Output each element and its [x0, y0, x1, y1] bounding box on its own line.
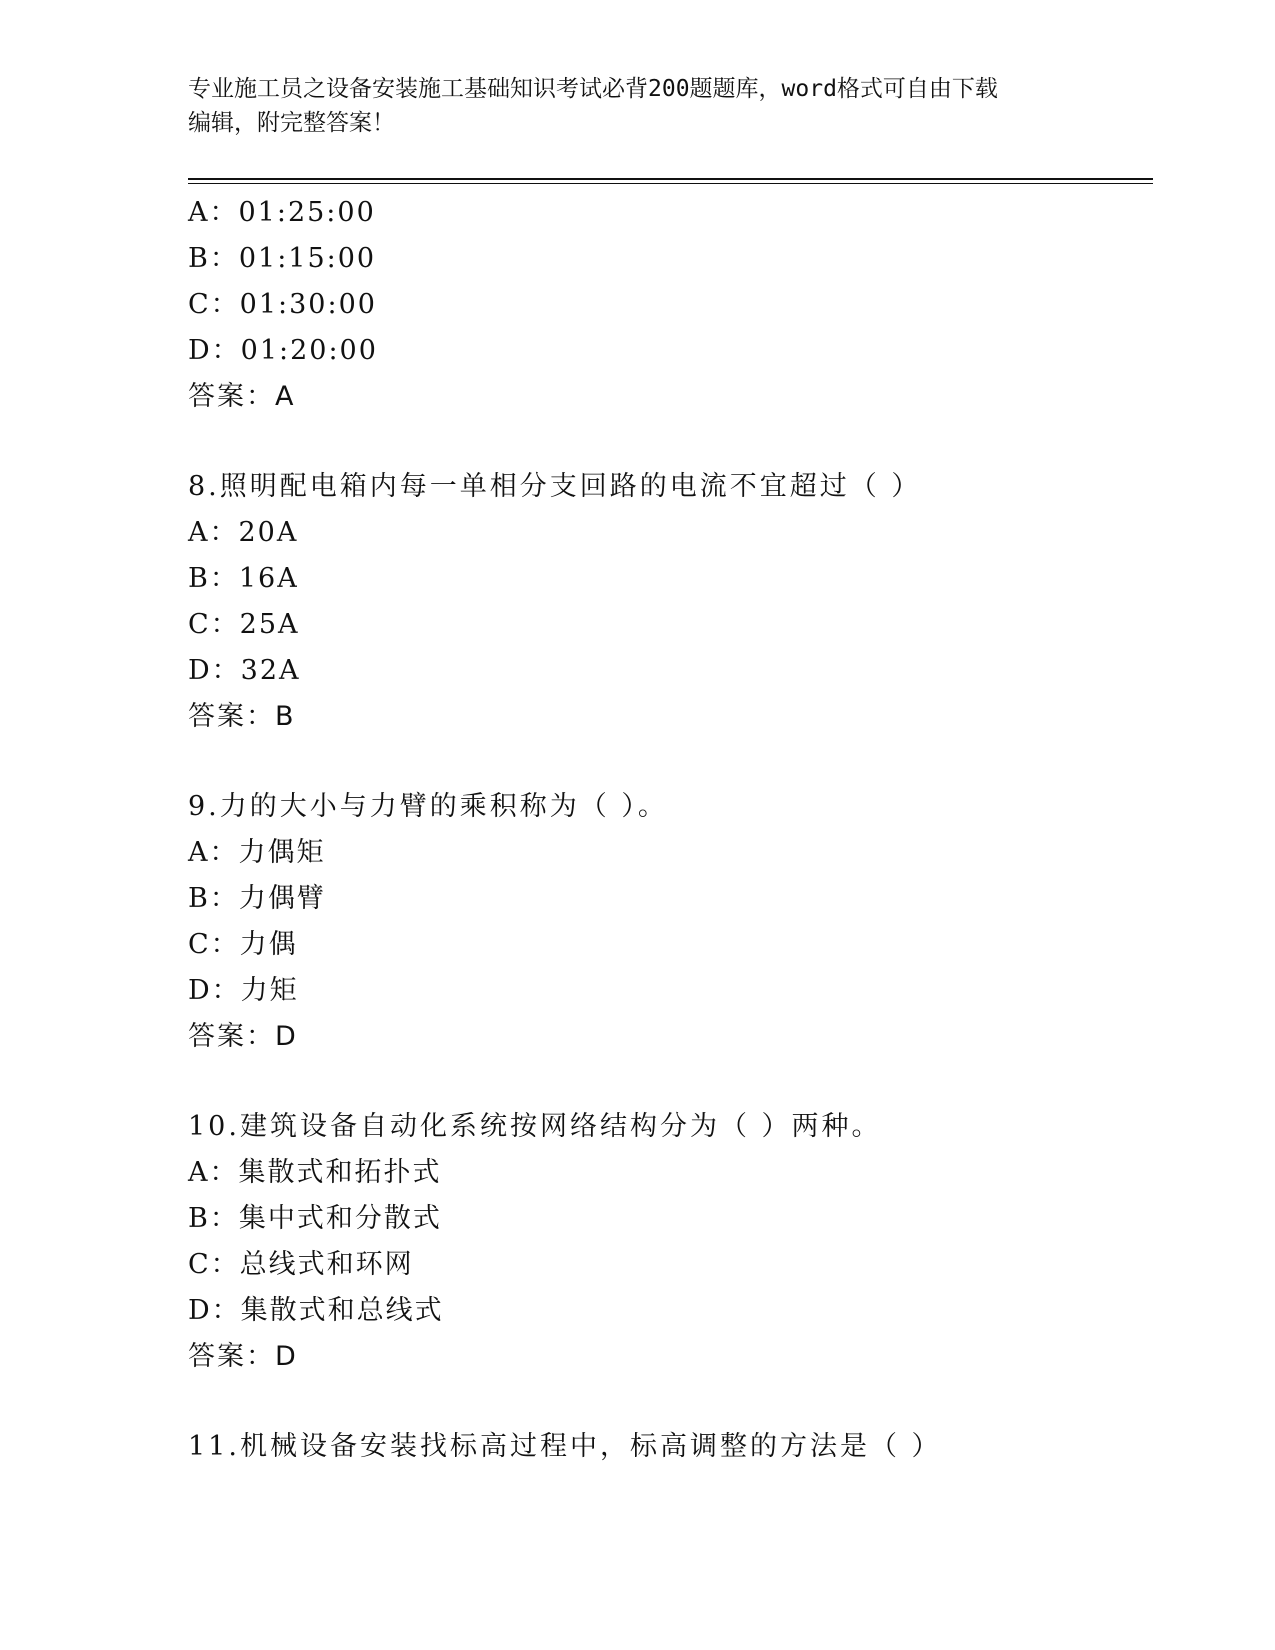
header-divider-thin	[188, 183, 1153, 184]
question-title: 10.建筑设备自动化系统按网络结构分为（ ）两种。	[188, 1111, 882, 1142]
option-a: A：20A	[188, 517, 299, 548]
question-block-11	[188, 1424, 1148, 1470]
option-d: D：01:20:00	[188, 335, 378, 366]
option-a: A：01:25:00	[188, 197, 376, 228]
spacer	[188, 420, 1148, 464]
answer-line: 答案：D	[188, 1021, 298, 1052]
option-c: C：总线式和环网	[188, 1249, 414, 1280]
option-b: B：力偶臂	[188, 883, 326, 914]
header-line-2: 编辑，附完整答案！	[188, 110, 395, 136]
answer-line: 答案：D	[188, 1341, 298, 1372]
option-c: C：25A	[188, 609, 300, 640]
header-line-1: 专业施工员之设备安装施工基础知识考试必背200题题库，word格式可自由下载	[188, 76, 998, 102]
answer-line: 答案：B	[188, 701, 296, 732]
option-b: B：01:15:00	[188, 243, 377, 274]
option-c: C：01:30:00	[188, 289, 377, 320]
question-title: 11.机械设备安装找标高过程中，标高调整的方法是（ ）	[188, 1431, 942, 1462]
option-c: C：力偶	[188, 929, 298, 960]
question-title: 8.照明配电箱内每一单相分支回路的电流不宜超过（ ）	[188, 471, 922, 502]
document-header	[188, 72, 1088, 140]
question-block-9	[188, 784, 1148, 1060]
option-b: B：16A	[188, 563, 299, 594]
spacer	[188, 1380, 1148, 1424]
option-a: A：集散式和拓扑式	[188, 1157, 442, 1188]
spacer	[188, 1060, 1148, 1104]
option-b: B：集中式和分散式	[188, 1203, 442, 1234]
option-d: D：力矩	[188, 975, 299, 1006]
option-a: A：力偶矩	[188, 837, 326, 868]
option-d: D：32A	[188, 655, 301, 686]
question-block-10	[188, 1104, 1148, 1380]
question-block-8	[188, 464, 1148, 740]
question-list	[188, 190, 1148, 1470]
spacer	[188, 740, 1148, 784]
header-divider	[188, 178, 1153, 180]
answer-line: 答案：A	[188, 381, 296, 412]
question-block-7	[188, 190, 1148, 420]
question-title: 9.力的大小与力臂的乘积称为（ ）。	[188, 791, 668, 822]
option-d: D：集散式和总线式	[188, 1295, 444, 1326]
